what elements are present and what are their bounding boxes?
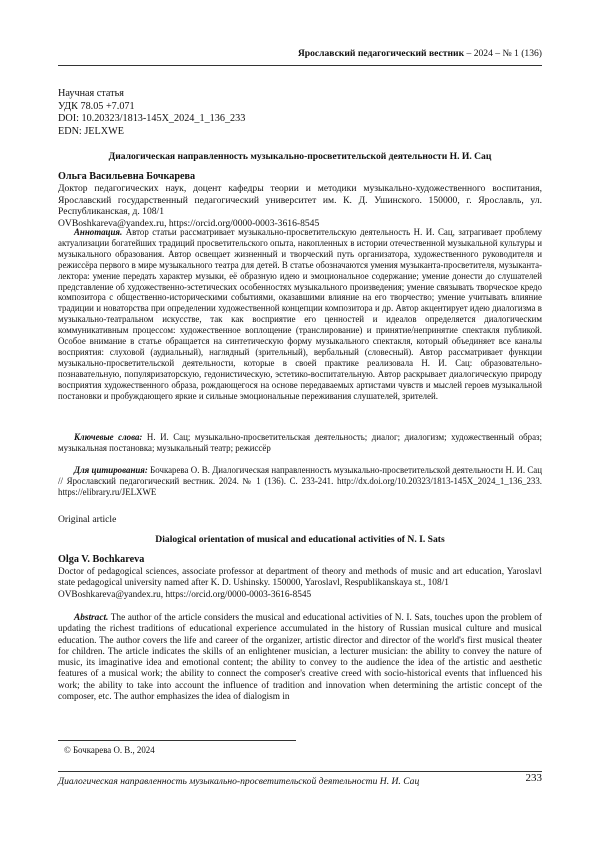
article-title-en: Dialogical orientation of musical and educational activities of N. I. Sats [155, 534, 445, 545]
article-meta [58, 88, 245, 138]
keywords-ru [58, 432, 542, 454]
abstract-label-en: Abstract. [74, 613, 109, 623]
page-number: 233 [525, 772, 542, 784]
abstract-en [58, 613, 542, 703]
author-affiliation-ru [58, 183, 542, 229]
journal-issue: – 2024 – № 1 (136) [464, 48, 542, 59]
keywords-label-ru: Ключевые слова: [74, 432, 143, 442]
abstract-ru [58, 227, 542, 402]
udc-code: УДК 78.05 +7.071 [58, 100, 135, 112]
citation-label-ru: Для цитирования: [74, 465, 148, 475]
author-name-en: Olga V. Bochkareva [58, 554, 145, 565]
citation-text-ru: Бочкарева О. В. Диалогическая направленность музыкально-просветительской деятельности Н. И. Сац // Ярославский педагогический вестник. 2024. № 1 (136). С. 233-241. http://dx.doi.org/10.20323/1813-145X_2024_1_136_233. https://elibrary.ru/JELXWE [58, 465, 542, 497]
doi: DOI: 10.20323/1813-145X_2024_1_136_233 [58, 113, 246, 125]
edn: EDN: JELXWE [58, 125, 124, 137]
affiliation-text-ru: Доктор педагогических наук, доцент кафедры теории и методики музыкально-художественного воспитания, Ярославский государственный педагогический университет им. К. Д. Ушинского. 150000, г. Ярославль, ул. Республиканская, д. 108/1 [58, 183, 542, 218]
journal-name: Ярославский педагогический вестник [297, 48, 465, 59]
affiliation-text-en: Doctor of pedagogical sciences, associate professor at department of theory and methods of music and art education, Yaroslavl state pedagogical university named after K. D. Ushinsky. 150000, Yaroslavl, Respublikanskaya st., 108/1 [58, 567, 542, 589]
author-contact-ru: OVBoshkareva@yandex.ru, https://orcid.org/0000-0003-3616-8545 [58, 217, 320, 229]
citation-ru [58, 465, 542, 498]
journal-header [58, 48, 542, 66]
article-type: Научная статья [58, 88, 124, 99]
copyright-footnote: © Бочкарева О. В., 2024 [64, 745, 155, 755]
article-type-en: Original article [58, 514, 117, 525]
page-footer [58, 771, 542, 787]
abstract-text-en: The author of the article considers the musical and educational activities of N. I. Sats, touches upon the problem of updating the richest traditions of educational experience accumulated in the history of Russian musical culture and musical education. The author covers the life and career of the organizer, artistic director and director of the world's first musical theater for children. The article indicates the skills of an enlightener musician, a lecturer musician: the ability to convey the nature of music, its imaginative idea and emotional content; the ability to convey to the audience the idea of the artistic and aesthetic features of a musical work; the ability to connect the composer's creative creed with socio-historical events that influenced his work; the ability to take into account the influence of tradition and innovation when determining the artistic concept of the composer, etc. The author emphasizes the idea of dialogism in [58, 613, 542, 703]
footnote-divider [58, 740, 296, 741]
abstract-text-ru: Автор статьи рассматривает музыкально-просветительскую деятельность Н. И. Сац, затрагивает проблему актуализации богатейших традиций просветительского опыта, накопленных в истории отечественной музыкальной культуры и музыкального образования. Автор освещает жизненный и творческий путь организатора, художественного руководителя и режиссёра первого в мире музыкального театра для детей. В статье обозначаются умения музыканта-просветителя, музыканта-лектора: умение передать характер музыки, её образную идею и эмоциональное содержание; умение донести до слушателей представление об художественно-эстетических особенностях музыкального произведения; умение связывать творческое кредо композитора с общественно-историческими событиями, оказавшими влияние на его творчество; умение учитывать влияние традиции и новаторства при определении художественной концепции композитора и др. Автор акцентирует идею диалогизма в музыкально-театральном искусстве, так как восприятие его ценностей и идеалов определяется диалогическим коммуникативным процессом: художественное воплощение (транслирование) и принятие/непринятие спектакля публикой. Особое внимание в статье обращается на синтетическую форму музыкального спектакля, который объединяет все каналы восприятия: слуховой (аудиальный), наглядный (зрительный), вербальный (словесный). Автор рассматривает функции музыкально-просветительской деятельности, которые в своей практике реализовала Н. И. Сац: образовательно-познавательную, популяризаторскую, гедонистическую, эстетико-воспитательную. Автор раскрывает диалогическую природу восприятия художественного образа, рождающегося на основе передаваемых артистами чувств и мыслей героев музыкальной постановки и пробуждающего яркие и сильные эмоциональные переживания слушателей, зрителей. [58, 227, 542, 401]
author-name-ru: Ольга Васильевна Бочкарева [58, 171, 196, 182]
author-affiliation-en [58, 567, 542, 601]
author-contact-en: OVBoshkareva@yandex.ru, https://orcid.org/0000-0003-3616-8545 [58, 589, 312, 600]
article-title-ru: Диалогическая направленность музыкально-просветительской деятельности Н. И. Сац [108, 151, 492, 162]
running-title: Диалогическая направленность музыкально-просветительской деятельности Н. И. Сац [58, 776, 420, 787]
abstract-label-ru: Аннотация. [74, 227, 123, 237]
keywords-text-ru: Н. И. Сац; музыкально-просветительская деятельность; диалог; диалогизм; художественный образ; музыкальная постановка; музыкальный театр; режиссёр [58, 432, 542, 453]
